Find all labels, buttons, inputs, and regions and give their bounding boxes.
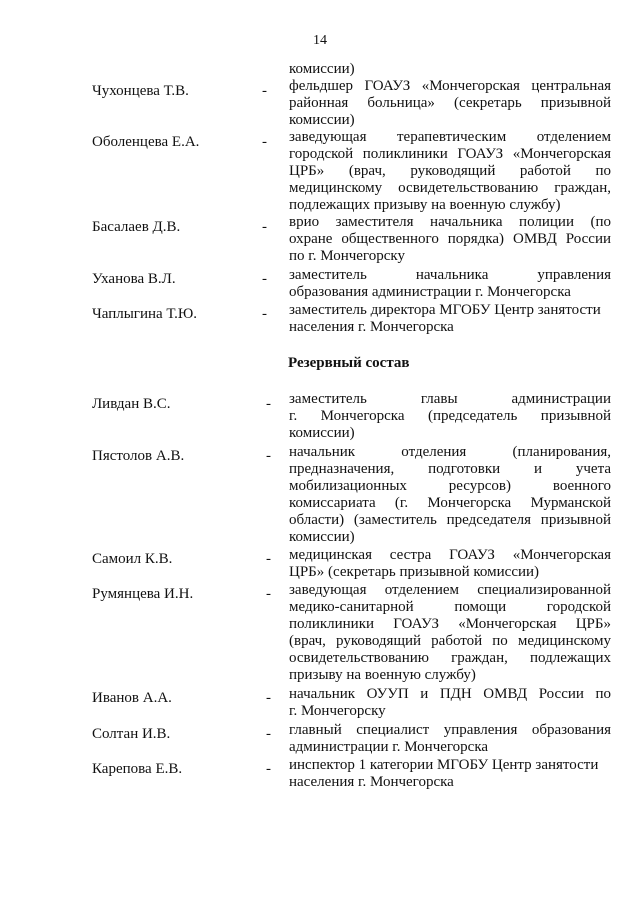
entry-line: врио заместителя начальника полиции (по [289, 214, 611, 230]
entry-line: медицинскому освидетельствованию граждан, [289, 180, 611, 196]
entry-line: подлежащих призыву на военную службу) [289, 197, 561, 213]
entry-line: населения г. Мончегорска [289, 774, 454, 790]
separator-dash: - [266, 551, 271, 567]
entry-line: мобилизационных ресурсов) военного [289, 478, 611, 494]
entry-line: образования администрации г. Мончегорска [289, 284, 571, 300]
entry-line: предназначения, подготовки и учета [289, 461, 611, 477]
entry-line: главный специалист управления образования [289, 722, 611, 738]
entry-line: комиссии) [289, 529, 355, 545]
entry-line: г. Мончегорску [289, 703, 386, 719]
separator-dash: - [266, 586, 271, 602]
entry-line: заведующая отделением специализированной [289, 582, 611, 598]
member-name: Басалаев Д.В. [92, 219, 181, 235]
separator-dash: - [266, 448, 271, 464]
separator-dash: - [262, 83, 267, 99]
entry-line: фельдшер ГОАУЗ «Мончегорская центральная [289, 78, 611, 94]
separator-dash: - [262, 271, 267, 287]
separator-dash: - [266, 726, 271, 742]
entry-line: начальник отделения (планирования, [289, 444, 611, 460]
separator-dash: - [262, 134, 267, 150]
entry-line: области) (заместитель председателя призывной [289, 512, 611, 528]
entry-line: заместитель главы администрации [289, 391, 611, 407]
separator-dash: - [266, 761, 271, 777]
page-number: 14 [313, 33, 327, 48]
member-name: Солтан И.В. [92, 726, 171, 742]
entry-line: начальник ОУУП и ПДН ОМВД России по [289, 686, 611, 702]
entry-line: призыву на военную службу) [289, 667, 476, 683]
member-name: Ливдан В.С. [92, 396, 171, 412]
entry-line: комиссии) [289, 61, 355, 77]
entry-line: ЦРБ» (секретарь призывной комиссии) [289, 564, 540, 580]
entry-line: поликлиники ГОАУЗ «Мончегорская ЦРБ» [289, 616, 611, 632]
entry-line: районная больница» (секретарь призывной [289, 95, 611, 111]
member-name: Румянцева И.Н. [92, 586, 194, 602]
entry-line: освидетельствованию граждан, подлежащих [289, 650, 611, 666]
entry-line: ЦРБ» (врач, руководящий работой по [289, 163, 611, 179]
member-name: Самоил К.В. [92, 551, 173, 567]
entry-line: инспектор 1 категории МГОБУ Центр занятости [289, 757, 599, 773]
member-name: Чухонцева Т.В. [92, 83, 189, 99]
entry-line: комиссии) [289, 425, 355, 441]
entry-line: комиссариата (г. Мончегорска Мурманской [289, 495, 611, 511]
entry-line: заведующая терапевтическим отделением [289, 129, 611, 145]
separator-dash: - [262, 219, 267, 235]
separator-dash: - [266, 690, 271, 706]
member-name: Карепова Е.В. [92, 761, 183, 777]
separator-dash: - [262, 306, 267, 322]
entry-line: заместитель директора МГОБУ Центр занятости [289, 302, 601, 318]
member-name: Пястолов А.В. [92, 448, 185, 464]
entry-line: по г. Мончегорску [289, 248, 405, 264]
entry-line: населения г. Мончегорска [289, 319, 454, 335]
entry-line: (врач, руководящий работой по медицинскому [289, 633, 611, 649]
entry-line: администрации г. Мончегорска [289, 739, 489, 755]
entry-line: охране общественного порядка) ОМВД России [289, 231, 611, 247]
entry-line: медико-санитарной помощи городской [289, 599, 611, 615]
entry-line: медицинская сестра ГОАУЗ «Мончегорская [289, 547, 611, 563]
member-name: Уханова В.Л. [92, 271, 176, 287]
member-name: Оболенцева Е.А. [92, 134, 200, 150]
entry-line: городской поликлиники ГОАУЗ «Мончегорская [289, 146, 611, 162]
member-name: Иванов А.А. [92, 690, 172, 706]
entry-line: г. Мончегорска (председатель призывной [289, 408, 611, 424]
separator-dash: - [266, 396, 271, 412]
entry-line: комиссии) [289, 112, 355, 128]
entry-line: заместитель начальника управления [289, 267, 611, 283]
member-name: Чаплыгина Т.Ю. [92, 306, 197, 322]
section-heading: Резервный состав [288, 355, 410, 371]
